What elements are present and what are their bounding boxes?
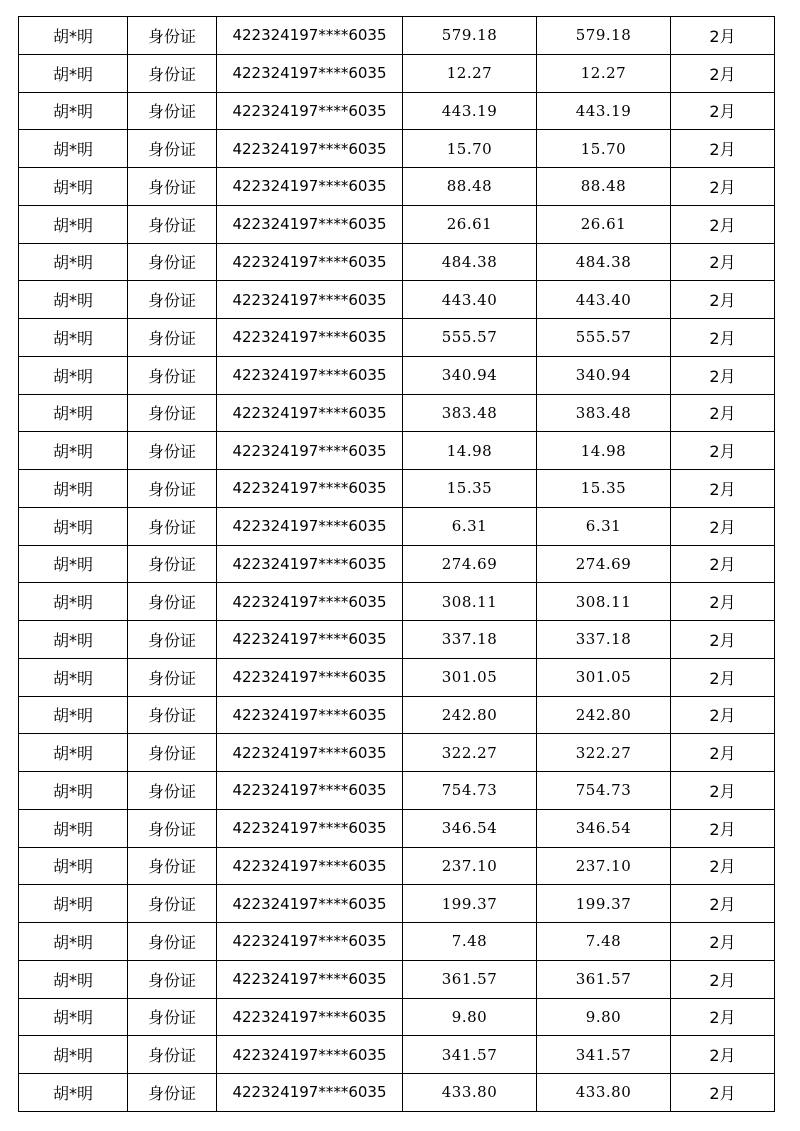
table-row xyxy=(19,432,775,470)
cell-month: 2月 xyxy=(671,356,775,394)
cell-amount-a: 340.94 xyxy=(403,356,537,394)
cell-amount-a: 237.10 xyxy=(403,847,537,885)
cell-amount-b: 274.69 xyxy=(537,545,671,583)
cell-amount-a: 443.40 xyxy=(403,281,537,319)
cell-id-number: 422324197****6035 xyxy=(217,545,403,583)
cell-id-number: 422324197****6035 xyxy=(217,960,403,998)
cell-amount-a: 337.18 xyxy=(403,621,537,659)
cell-id-type: 身份证 xyxy=(128,432,217,470)
cell-id-type: 身份证 xyxy=(128,923,217,961)
cell-month: 2月 xyxy=(671,960,775,998)
table-row xyxy=(19,696,775,734)
cell-amount-b: 301.05 xyxy=(537,658,671,696)
cell-id-type: 身份证 xyxy=(128,772,217,810)
cell-id-type: 身份证 xyxy=(128,847,217,885)
cell-name: 胡*明 xyxy=(19,696,128,734)
cell-id-number: 422324197****6035 xyxy=(217,847,403,885)
cell-id-number: 422324197****6035 xyxy=(217,319,403,357)
table-row xyxy=(19,621,775,659)
cell-id-number: 422324197****6035 xyxy=(217,621,403,659)
cell-id-number: 422324197****6035 xyxy=(217,243,403,281)
cell-id-type: 身份证 xyxy=(128,507,217,545)
table-row xyxy=(19,1074,775,1112)
cell-name: 胡*明 xyxy=(19,809,128,847)
cell-amount-b: 443.19 xyxy=(537,92,671,130)
cell-amount-b: 199.37 xyxy=(537,885,671,923)
cell-id-type: 身份证 xyxy=(128,696,217,734)
cell-amount-b: 754.73 xyxy=(537,772,671,810)
table-row xyxy=(19,998,775,1036)
cell-month: 2月 xyxy=(671,470,775,508)
cell-name: 胡*明 xyxy=(19,885,128,923)
cell-amount-a: 308.11 xyxy=(403,583,537,621)
cell-month: 2月 xyxy=(671,319,775,357)
cell-name: 胡*明 xyxy=(19,54,128,92)
cell-name: 胡*明 xyxy=(19,92,128,130)
cell-amount-b: 433.80 xyxy=(537,1074,671,1112)
cell-id-type: 身份证 xyxy=(128,470,217,508)
cell-month: 2月 xyxy=(671,809,775,847)
cell-id-number: 422324197****6035 xyxy=(217,507,403,545)
cell-name: 胡*明 xyxy=(19,847,128,885)
table-row xyxy=(19,1036,775,1074)
cell-month: 2月 xyxy=(671,583,775,621)
cell-id-type: 身份证 xyxy=(128,809,217,847)
cell-month: 2月 xyxy=(671,658,775,696)
cell-amount-a: 383.48 xyxy=(403,394,537,432)
cell-id-type: 身份证 xyxy=(128,545,217,583)
cell-name: 胡*明 xyxy=(19,621,128,659)
cell-amount-a: 579.18 xyxy=(403,17,537,55)
cell-month: 2月 xyxy=(671,621,775,659)
cell-amount-a: 443.19 xyxy=(403,92,537,130)
cell-month: 2月 xyxy=(671,545,775,583)
cell-id-number: 422324197****6035 xyxy=(217,998,403,1036)
cell-id-number: 422324197****6035 xyxy=(217,205,403,243)
cell-name: 胡*明 xyxy=(19,507,128,545)
cell-id-type: 身份证 xyxy=(128,960,217,998)
cell-name: 胡*明 xyxy=(19,923,128,961)
cell-amount-a: 199.37 xyxy=(403,885,537,923)
cell-name: 胡*明 xyxy=(19,319,128,357)
table-row xyxy=(19,394,775,432)
cell-id-number: 422324197****6035 xyxy=(217,1074,403,1112)
cell-name: 胡*明 xyxy=(19,130,128,168)
cell-month: 2月 xyxy=(671,772,775,810)
table-row xyxy=(19,583,775,621)
table-row xyxy=(19,281,775,319)
cell-id-type: 身份证 xyxy=(128,54,217,92)
cell-month: 2月 xyxy=(671,696,775,734)
cell-month: 2月 xyxy=(671,243,775,281)
cell-amount-b: 579.18 xyxy=(537,17,671,55)
cell-amount-b: 15.35 xyxy=(537,470,671,508)
cell-month: 2月 xyxy=(671,432,775,470)
cell-amount-a: 555.57 xyxy=(403,319,537,357)
table-row xyxy=(19,470,775,508)
cell-month: 2月 xyxy=(671,923,775,961)
table-row xyxy=(19,356,775,394)
table-row xyxy=(19,54,775,92)
cell-id-number: 422324197****6035 xyxy=(217,1036,403,1074)
table-row xyxy=(19,545,775,583)
cell-amount-a: 15.70 xyxy=(403,130,537,168)
cell-amount-a: 322.27 xyxy=(403,734,537,772)
table-row xyxy=(19,923,775,961)
cell-amount-b: 322.27 xyxy=(537,734,671,772)
cell-id-type: 身份证 xyxy=(128,168,217,206)
cell-month: 2月 xyxy=(671,17,775,55)
cell-month: 2月 xyxy=(671,998,775,1036)
cell-amount-b: 361.57 xyxy=(537,960,671,998)
cell-amount-a: 15.35 xyxy=(403,470,537,508)
cell-amount-a: 14.98 xyxy=(403,432,537,470)
cell-amount-b: 337.18 xyxy=(537,621,671,659)
cell-month: 2月 xyxy=(671,205,775,243)
cell-amount-a: 9.80 xyxy=(403,998,537,1036)
cell-amount-b: 484.38 xyxy=(537,243,671,281)
cell-id-type: 身份证 xyxy=(128,1074,217,1112)
cell-amount-a: 7.48 xyxy=(403,923,537,961)
cell-amount-a: 12.27 xyxy=(403,54,537,92)
cell-month: 2月 xyxy=(671,507,775,545)
cell-id-number: 422324197****6035 xyxy=(217,809,403,847)
cell-id-number: 422324197****6035 xyxy=(217,281,403,319)
cell-id-type: 身份证 xyxy=(128,885,217,923)
cell-id-number: 422324197****6035 xyxy=(217,470,403,508)
cell-name: 胡*明 xyxy=(19,583,128,621)
cell-month: 2月 xyxy=(671,847,775,885)
cell-id-type: 身份证 xyxy=(128,621,217,659)
cell-id-type: 身份证 xyxy=(128,998,217,1036)
cell-id-type: 身份证 xyxy=(128,92,217,130)
cell-name: 胡*明 xyxy=(19,960,128,998)
table-row xyxy=(19,507,775,545)
cell-month: 2月 xyxy=(671,1036,775,1074)
cell-name: 胡*明 xyxy=(19,658,128,696)
cell-amount-a: 361.57 xyxy=(403,960,537,998)
cell-month: 2月 xyxy=(671,168,775,206)
cell-amount-b: 237.10 xyxy=(537,847,671,885)
cell-id-type: 身份证 xyxy=(128,734,217,772)
cell-name: 胡*明 xyxy=(19,356,128,394)
cell-id-type: 身份证 xyxy=(128,243,217,281)
cell-id-type: 身份证 xyxy=(128,1036,217,1074)
cell-id-type: 身份证 xyxy=(128,281,217,319)
cell-id-number: 422324197****6035 xyxy=(217,658,403,696)
cell-amount-a: 346.54 xyxy=(403,809,537,847)
table-row xyxy=(19,17,775,55)
cell-id-number: 422324197****6035 xyxy=(217,394,403,432)
cell-id-number: 422324197****6035 xyxy=(217,130,403,168)
cell-amount-b: 340.94 xyxy=(537,356,671,394)
cell-month: 2月 xyxy=(671,130,775,168)
cell-id-number: 422324197****6035 xyxy=(217,734,403,772)
cell-name: 胡*明 xyxy=(19,545,128,583)
cell-id-number: 422324197****6035 xyxy=(217,168,403,206)
cell-amount-b: 9.80 xyxy=(537,998,671,1036)
cell-name: 胡*明 xyxy=(19,17,128,55)
cell-month: 2月 xyxy=(671,885,775,923)
cell-amount-b: 346.54 xyxy=(537,809,671,847)
cell-id-type: 身份证 xyxy=(128,658,217,696)
cell-name: 胡*明 xyxy=(19,432,128,470)
cell-id-type: 身份证 xyxy=(128,130,217,168)
table-row xyxy=(19,168,775,206)
cell-id-number: 422324197****6035 xyxy=(217,356,403,394)
cell-name: 胡*明 xyxy=(19,168,128,206)
cell-amount-b: 12.27 xyxy=(537,54,671,92)
table-row xyxy=(19,809,775,847)
cell-month: 2月 xyxy=(671,734,775,772)
cell-amount-a: 301.05 xyxy=(403,658,537,696)
cell-amount-b: 555.57 xyxy=(537,319,671,357)
table-row xyxy=(19,92,775,130)
cell-id-number: 422324197****6035 xyxy=(217,696,403,734)
cell-name: 胡*明 xyxy=(19,205,128,243)
table-row xyxy=(19,205,775,243)
cell-amount-b: 341.57 xyxy=(537,1036,671,1074)
cell-id-type: 身份证 xyxy=(128,17,217,55)
table-row xyxy=(19,734,775,772)
cell-id-type: 身份证 xyxy=(128,205,217,243)
cell-month: 2月 xyxy=(671,281,775,319)
cell-amount-b: 308.11 xyxy=(537,583,671,621)
table-row xyxy=(19,319,775,357)
cell-amount-a: 242.80 xyxy=(403,696,537,734)
cell-name: 胡*明 xyxy=(19,470,128,508)
cell-amount-a: 6.31 xyxy=(403,507,537,545)
cell-name: 胡*明 xyxy=(19,394,128,432)
cell-amount-b: 383.48 xyxy=(537,394,671,432)
cell-amount-b: 15.70 xyxy=(537,130,671,168)
cell-amount-b: 26.61 xyxy=(537,205,671,243)
cell-id-number: 422324197****6035 xyxy=(217,92,403,130)
cell-id-number: 422324197****6035 xyxy=(217,885,403,923)
cell-id-number: 422324197****6035 xyxy=(217,54,403,92)
cell-amount-b: 242.80 xyxy=(537,696,671,734)
table-row xyxy=(19,658,775,696)
ledger-body xyxy=(19,17,775,1112)
cell-name: 胡*明 xyxy=(19,243,128,281)
cell-id-number: 422324197****6035 xyxy=(217,583,403,621)
cell-id-type: 身份证 xyxy=(128,394,217,432)
table-row xyxy=(19,960,775,998)
table-row xyxy=(19,885,775,923)
table-row xyxy=(19,847,775,885)
cell-amount-a: 754.73 xyxy=(403,772,537,810)
cell-amount-a: 341.57 xyxy=(403,1036,537,1074)
cell-name: 胡*明 xyxy=(19,1036,128,1074)
cell-id-type: 身份证 xyxy=(128,583,217,621)
cell-month: 2月 xyxy=(671,54,775,92)
cell-id-number: 422324197****6035 xyxy=(217,432,403,470)
table-row xyxy=(19,243,775,281)
cell-name: 胡*明 xyxy=(19,772,128,810)
cell-amount-b: 443.40 xyxy=(537,281,671,319)
cell-amount-a: 274.69 xyxy=(403,545,537,583)
cell-name: 胡*明 xyxy=(19,734,128,772)
ledger-table xyxy=(18,16,775,1112)
cell-month: 2月 xyxy=(671,92,775,130)
cell-name: 胡*明 xyxy=(19,998,128,1036)
cell-id-number: 422324197****6035 xyxy=(217,923,403,961)
cell-amount-b: 88.48 xyxy=(537,168,671,206)
cell-name: 胡*明 xyxy=(19,1074,128,1112)
cell-id-number: 422324197****6035 xyxy=(217,17,403,55)
cell-month: 2月 xyxy=(671,1074,775,1112)
cell-amount-b: 6.31 xyxy=(537,507,671,545)
table-row xyxy=(19,772,775,810)
table-row xyxy=(19,130,775,168)
cell-id-number: 422324197****6035 xyxy=(217,772,403,810)
cell-amount-b: 14.98 xyxy=(537,432,671,470)
cell-amount-a: 433.80 xyxy=(403,1074,537,1112)
cell-month: 2月 xyxy=(671,394,775,432)
cell-amount-a: 26.61 xyxy=(403,205,537,243)
cell-amount-a: 88.48 xyxy=(403,168,537,206)
cell-amount-b: 7.48 xyxy=(537,923,671,961)
cell-id-type: 身份证 xyxy=(128,356,217,394)
cell-amount-a: 484.38 xyxy=(403,243,537,281)
cell-name: 胡*明 xyxy=(19,281,128,319)
cell-id-type: 身份证 xyxy=(128,319,217,357)
